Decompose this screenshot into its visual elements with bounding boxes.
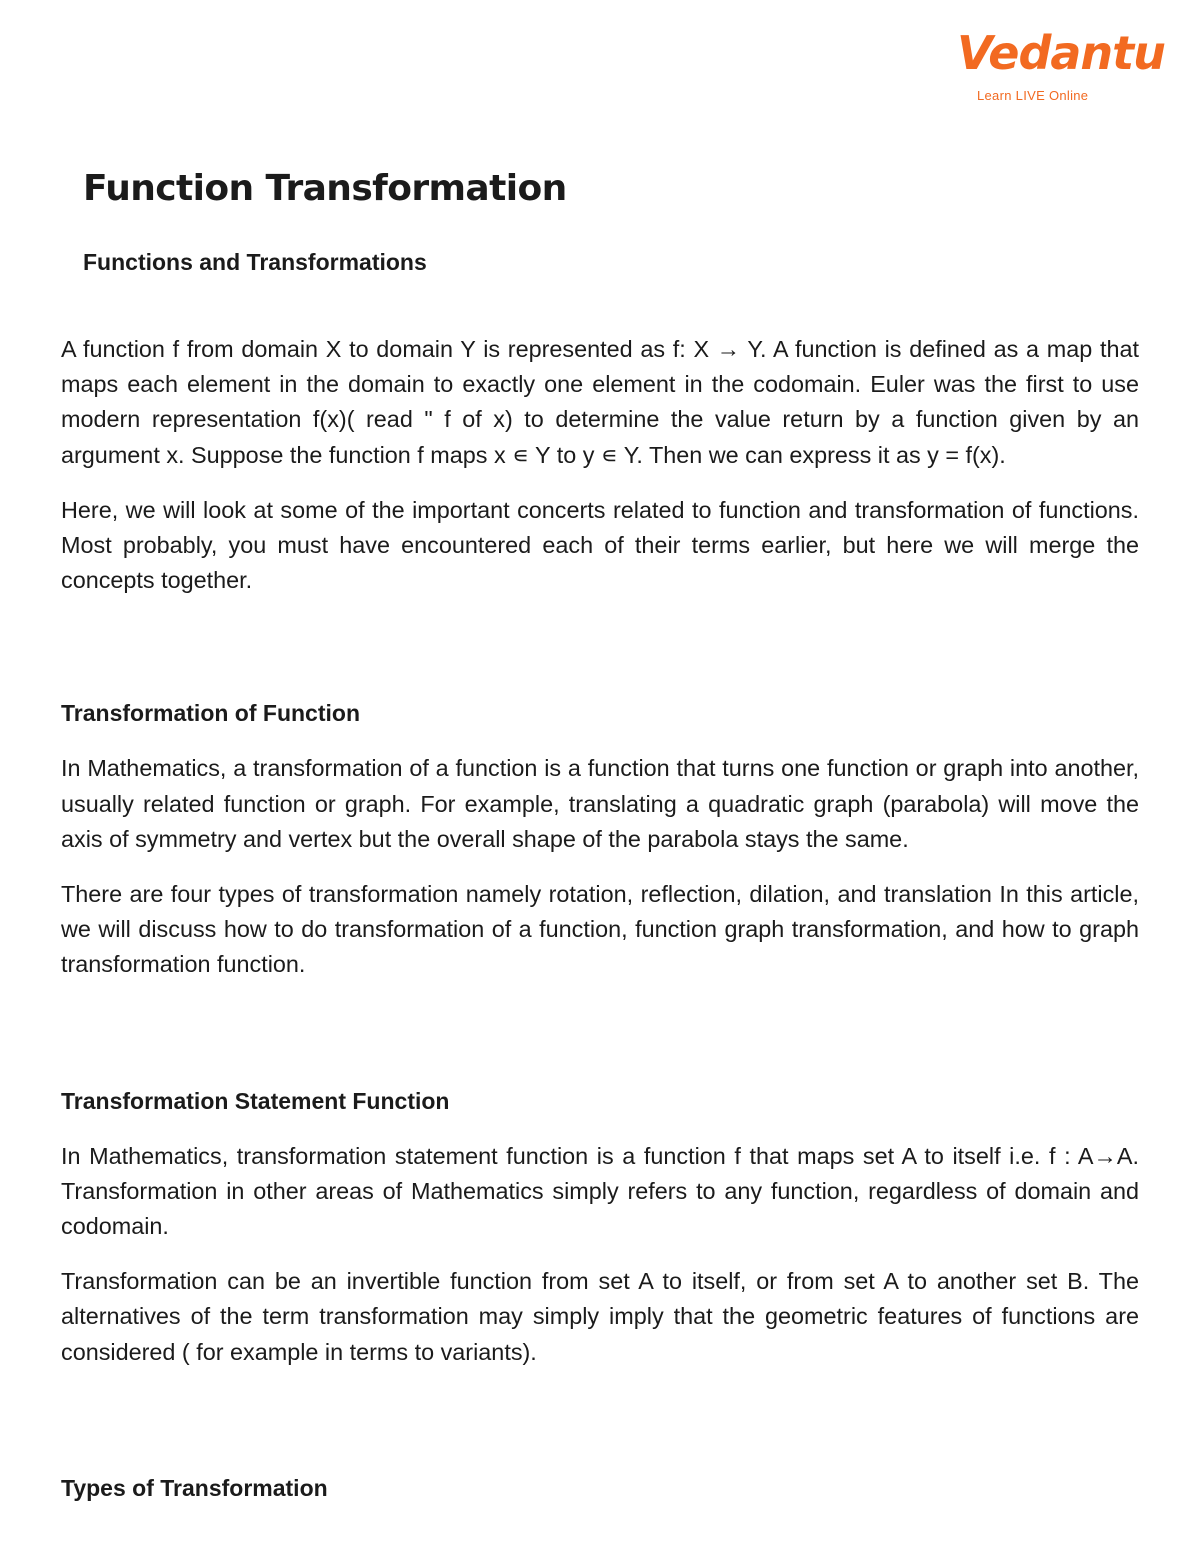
heading-transformation-of-function: Transformation of Function [61, 700, 360, 727]
heading-transformation-statement-function: Transformation Statement Function [61, 1087, 450, 1114]
heading-types-of-transformation: Types of Transformation [61, 1474, 328, 1501]
paragraph-transformation-definition: In Mathematics, a transformation of a function is a function that turns one function or graph into another, usually related function or graph. For example, translating a quadratic graph (parabola) will move the axis of symmetry and vertex but the overall shape of the parabola stays the same. [61, 755, 1139, 852]
logo-tagline: Learn LIVE Online [977, 88, 1089, 103]
paragraph-four-types: There are four types of transformation namely rotation, reflection, dilation, and translation In this article, we will discuss how to do transformation of a function, function graph transformation, and how to graph transformation function. [61, 881, 1139, 978]
paragraph-intro-concepts: Here, we will look at some of the important concerts related to function and transformation of functions. Most probably, you must have encountered each of their terms earlier, but here we will merge the concepts together. [61, 496, 1139, 594]
vedantu-logo [955, 26, 1165, 110]
document-subtitle: Functions and Transformations [83, 249, 427, 275]
paragraph-invertible-function: Transformation can be an invertible function from set A to itself, or from set A to another set B. The alternatives of the term transformation may simply imply that the geometric features of functions are considered ( for example in terms to variants). [61, 1268, 1139, 1365]
paragraph-function-definition: A function f from domain X to domain Y is represented as f: X → Y. A function is defined as a map that maps each element in the domain to exactly one element in the codomain. Euler was the first to use modern representation f(x)( read " f of x) to determine the value return by a function given by an argument x. Suppose the function f maps x ∊ Y to y ∊ Y. Then we can express it as y = f(x). [61, 336, 1139, 468]
document-body [61, 332, 1139, 1526]
paragraph-statement-function: In Mathematics, transformation statement function is a function f that maps set A to itself i.e. f : A→A. Transformation in other areas of Mathematics simply refers to any function, regardless of domain and codomain. [61, 1142, 1139, 1240]
logo-wordmark: Vedantu [957, 26, 1165, 80]
document-title: Function Transformation [83, 168, 567, 209]
